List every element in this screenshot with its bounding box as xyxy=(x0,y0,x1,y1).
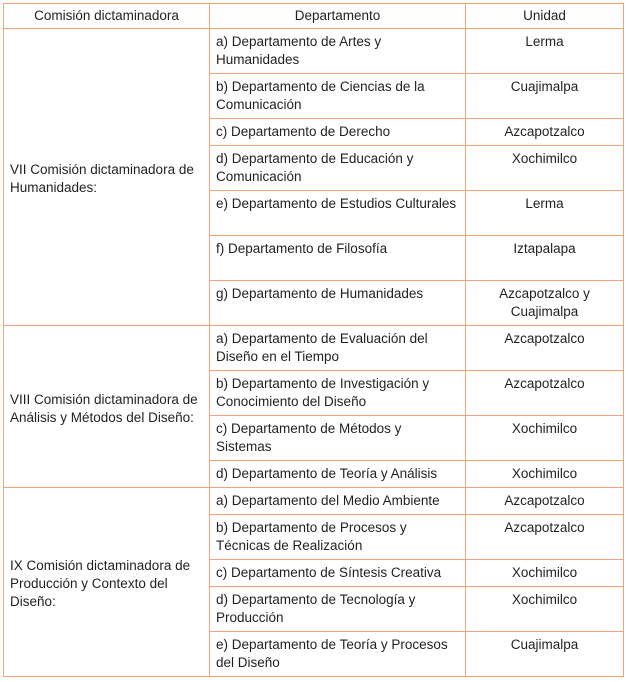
comision-cell: IX Comisión dictaminadora de Producción y Contexto del Diseño: xyxy=(4,488,210,677)
departamento-cell: d) Departamento de Educación y Comunicación xyxy=(210,146,466,191)
departamento-cell: c) Departamento de Síntesis Creativa xyxy=(210,560,466,587)
unidad-cell: Azcapotzalco y Cuajimalpa xyxy=(466,281,624,326)
departamento-cell: b) Departamento de Ciencias de la Comunicación xyxy=(210,74,466,119)
unidad-cell: Xochimilco xyxy=(466,587,624,632)
departamento-cell: b) Departamento de Investigación y Conocimiento del Diseño xyxy=(210,371,466,416)
departamento-cell: e) Departamento de Teoría y Procesos del Diseño xyxy=(210,632,466,677)
departamento-cell: a) Departamento del Medio Ambiente xyxy=(210,488,466,515)
departamento-cell: f) Departamento de Filosofía xyxy=(210,236,466,281)
departamento-cell: c) Departamento de Métodos y Sistemas xyxy=(210,416,466,461)
header-row xyxy=(4,4,624,29)
unidad-cell: Azcapotzalco xyxy=(466,326,624,371)
table-row xyxy=(4,488,624,515)
comision-cell: VIII Comisión dictaminadora de Análisis y Métodos del Diseño: xyxy=(4,326,210,488)
departamento-cell: a) Departamento de Artes y Humanidades xyxy=(210,29,466,74)
departamento-cell: a) Departamento de Evaluación del Diseño en el Tiempo xyxy=(210,326,466,371)
unidad-cell: Xochimilco xyxy=(466,560,624,587)
header-comision: Comisión dictaminadora xyxy=(4,4,210,29)
unidad-cell: Cuajimalpa xyxy=(466,74,624,119)
departamento-cell: b) Departamento de Procesos y Técnicas de Realización xyxy=(210,515,466,560)
departamento-cell: e) Departamento de Estudios Culturales xyxy=(210,191,466,236)
unidad-cell: Cuajimalpa xyxy=(466,632,624,677)
unidad-cell: Xochimilco xyxy=(466,461,624,488)
unidad-cell: Lerma xyxy=(466,29,624,74)
unidad-cell: Lerma xyxy=(466,191,624,236)
comision-cell: VII Comisión dictaminadora de Humanidades: xyxy=(4,29,210,326)
header-departamento: Departamento xyxy=(210,4,466,29)
unidad-cell: Azcapotzalco xyxy=(466,119,624,146)
departamento-cell: d) Departamento de Tecnología y Producción xyxy=(210,587,466,632)
comisiones-table xyxy=(3,3,624,677)
table-row xyxy=(4,29,624,74)
departamento-cell: c) Departamento de Derecho xyxy=(210,119,466,146)
unidad-cell: Xochimilco xyxy=(466,416,624,461)
departamento-cell: d) Departamento de Teoría y Análisis xyxy=(210,461,466,488)
unidad-cell: Azcapotzalco xyxy=(466,488,624,515)
departamento-cell: g) Departamento de Humanidades xyxy=(210,281,466,326)
unidad-cell: Xochimilco xyxy=(466,146,624,191)
unidad-cell: Iztapalapa xyxy=(466,236,624,281)
header-unidad: Unidad xyxy=(466,4,624,29)
table-row xyxy=(4,326,624,371)
unidad-cell: Azcapotzalco xyxy=(466,371,624,416)
unidad-cell: Azcapotzalco xyxy=(466,515,624,560)
